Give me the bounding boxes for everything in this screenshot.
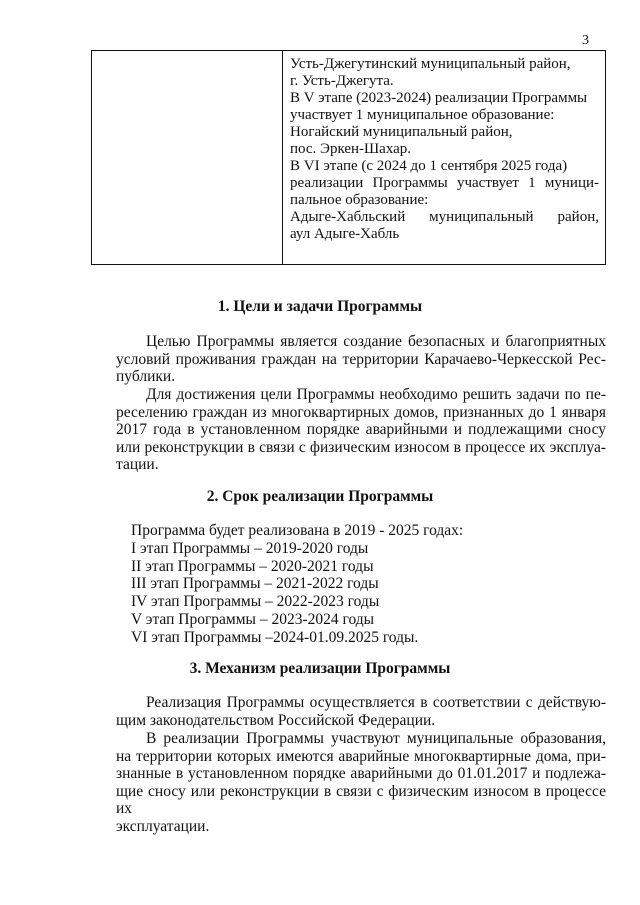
section-1-paragraph-1: [116, 333, 606, 386]
paragraph-line: публики.: [116, 368, 176, 386]
table-cell-line: В V этапе (2023-2024) реализации Программы: [290, 90, 588, 106]
paragraph-line: тации.: [116, 456, 159, 474]
table-cell-line: аул Адыге-Хабль: [290, 226, 400, 242]
paragraph-line: или реконструкции в связи с физическим износом в процессе их эксплуа-: [116, 438, 606, 456]
table-cell-line: В VI этапе (с 2024 до 1 сентября 2025 года): [290, 158, 568, 174]
stage-line: V этап Программы – 2023-2024 годы: [131, 610, 375, 628]
table: [91, 50, 606, 265]
stage-line: Программа будет реализована в 2019 - 2025 годах:: [131, 522, 464, 539]
paragraph-line: Для достижения цели Программы необходимо решить задачи по пе-: [146, 386, 606, 403]
stage-line: II этап Программы – 2020-2021 годы: [131, 557, 374, 575]
paragraph-line: В реализации Программы участвуют муниципальные образования,: [146, 730, 606, 747]
table-cell-line: пальное образование:: [290, 192, 429, 208]
table-cell-line: Адыге-Хабльский муниципальный район,: [290, 209, 599, 225]
paragraph-line: 2017 года в установленном порядке аварийными и подлежащими сносу: [116, 421, 606, 439]
stage-line: III этап Программы – 2021-2022 годы: [131, 575, 379, 593]
paragraph-line: щие сносу или реконструкции в связи с физическим износом в процессе их: [116, 782, 606, 818]
paragraph-line: эксплуатации.: [116, 817, 210, 835]
section-3-paragraph-1: [116, 694, 606, 729]
paragraph-line: щим законодательством Российской Федерации.: [116, 711, 436, 729]
section-3-paragraph-2: [116, 730, 606, 836]
stage-line: VI этап Программы –2024-01.09.2025 годы.: [131, 628, 419, 646]
paragraph-line: знанные в установленном порядке аварийными до 01.01.2017 и подлежа-: [116, 765, 606, 783]
paragraph-line: условий проживания граждан на территории Карачаево-Черкесской Рес-: [116, 350, 606, 368]
paragraph-line: Реализация Программы осуществляется в соответствии с действую-: [146, 694, 606, 711]
stage-line: I этап Программы – 2019-2020 годы: [131, 539, 369, 557]
section-2-heading: 2. Срок реализации Программы: [206, 488, 434, 505]
table-cell-line: Ногайский муниципальный район,: [290, 124, 513, 140]
table-cell-line: г. Усть-Джегута.: [290, 73, 394, 89]
table-cell-line: реализации Программы участвует 1 муници-: [290, 175, 599, 191]
table-right-cell: [290, 56, 599, 243]
section-1-paragraph-2: [116, 386, 606, 474]
section-3-heading: 3. Механизм реализации Программы: [189, 660, 451, 677]
section-1-heading: 1. Цели и задачи Программы: [217, 298, 423, 315]
table-cell-line: Усть-Джегутинский муниципальный район,: [290, 56, 571, 72]
table-column-divider: [282, 51, 283, 264]
stage-line: IV этап Программы – 2022-2023 годы: [131, 593, 380, 611]
table-cell-line: пос. Эркен-Шахар.: [290, 141, 412, 157]
page-number: 3: [582, 33, 589, 48]
table-cell-line: участвует 1 муниципальное образование:: [290, 107, 555, 123]
paragraph-line: на территории которых имеются аварийные многоквартирные дома, при-: [116, 747, 606, 765]
paragraph-line: Целью Программы является создание безопасных и благоприятных: [146, 333, 606, 350]
paragraph-line: реселению граждан из многоквартирных домов, признанных до 1 января: [116, 403, 606, 421]
section-2-stage-list: [131, 522, 463, 647]
